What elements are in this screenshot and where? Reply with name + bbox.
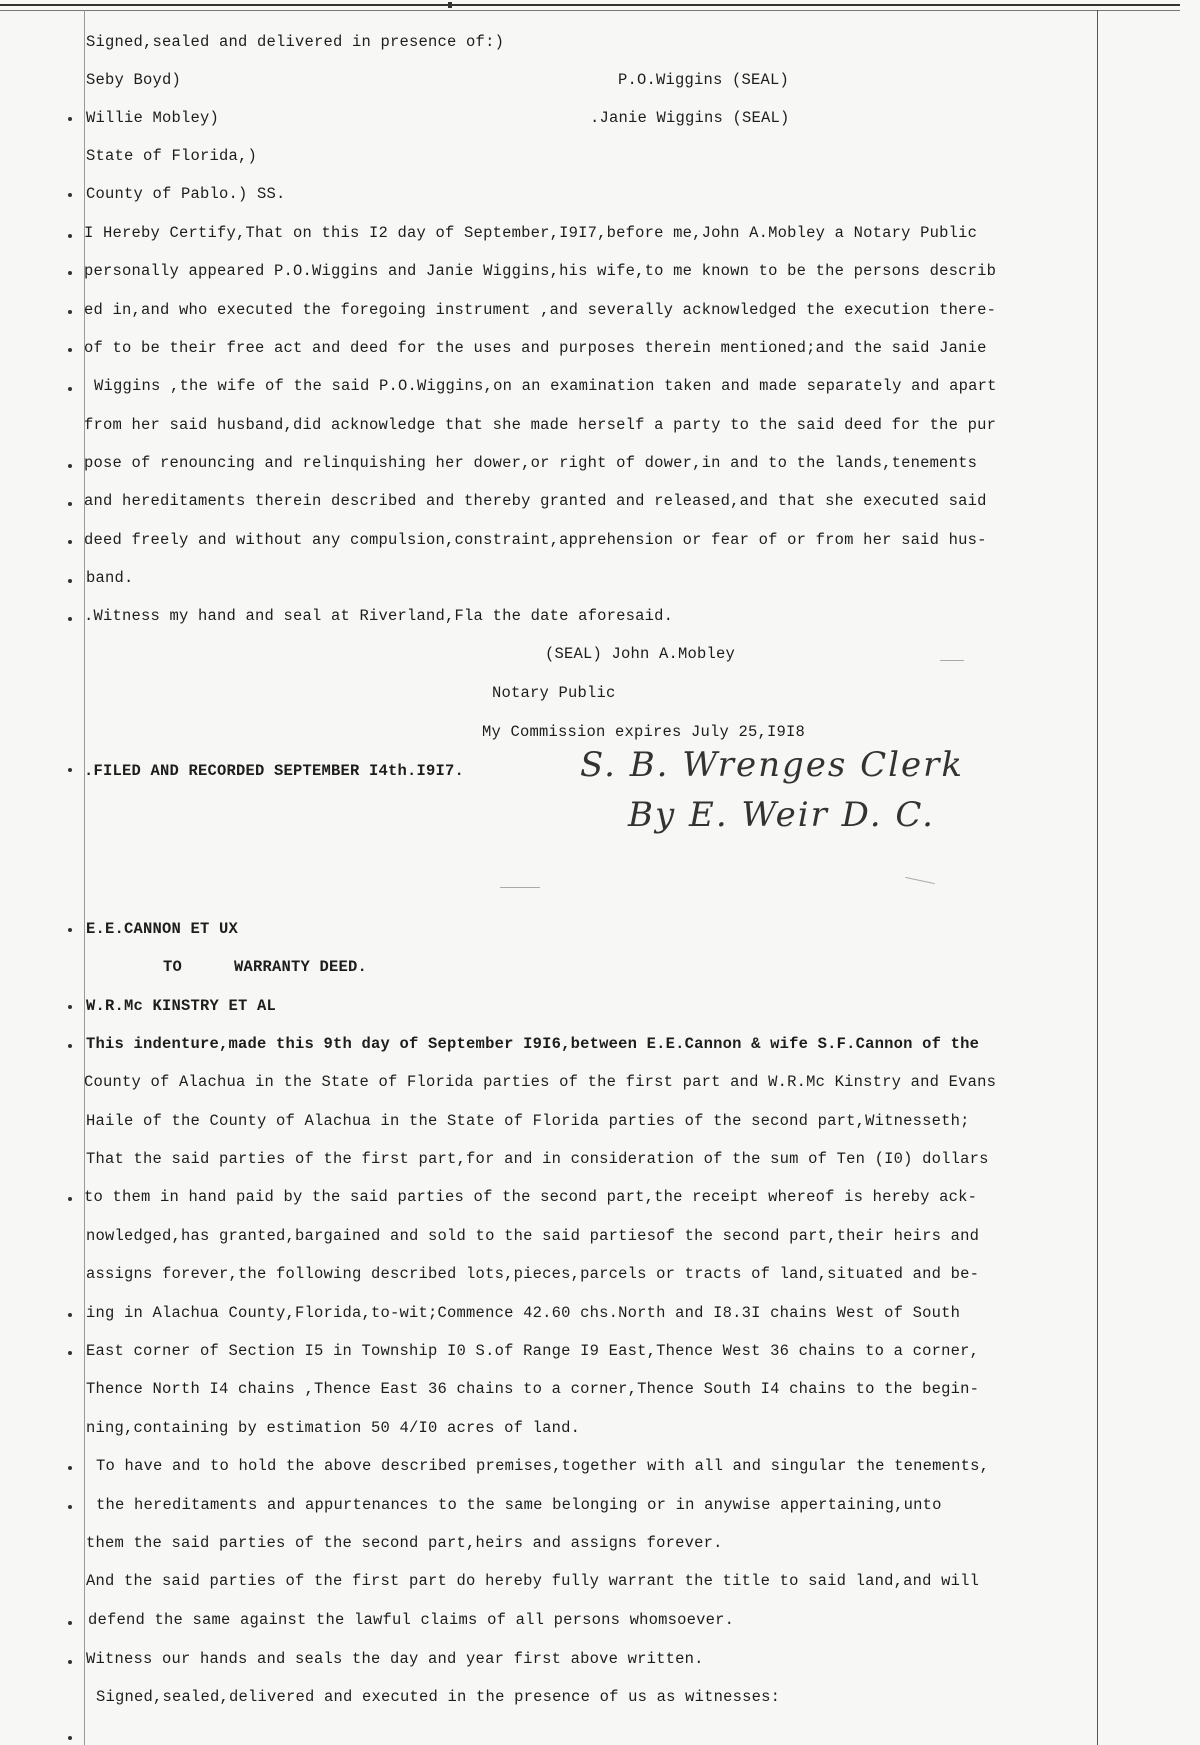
certificate-line: band.	[86, 569, 134, 587]
deed-line: Haile of the County of Alachua in the State of Florida parties of the second part,Witnesseth;	[86, 1112, 970, 1130]
venue-state: State of Florida,)	[86, 147, 258, 165]
signed-presence-line: Signed,sealed and delivered in presence of:)	[86, 33, 505, 51]
margin-dot	[68, 1660, 72, 1664]
margin-dot	[68, 234, 72, 238]
notary-title: Notary Public	[492, 684, 616, 702]
margin-dot	[68, 1466, 72, 1470]
deed-line: This indenture,made this 9th day of September I9I6,between E.E.Cannon & wife S.F.Cannon of the	[86, 1035, 980, 1053]
margin-dot	[68, 502, 72, 506]
margin-dot	[68, 1197, 72, 1201]
habendum-line: them the said parties of the second part,heirs and assigns forever.	[86, 1534, 723, 1552]
warranty-line: defend the same against the lawful claims of all persons whomsoever.	[88, 1611, 735, 1629]
margin-dot	[68, 617, 72, 621]
margin-dot	[68, 579, 72, 583]
certificate-line: and hereditaments therein described and thereby granted and released,and that she executed said	[84, 492, 987, 510]
deed-line: ing in Alachua County,Florida,to-wit;Commence 42.60 chs.North and I8.3I chains West of South	[86, 1304, 961, 1322]
clerk-signature-line2: By E. Weir D. C.	[628, 795, 935, 835]
deed-line: assigns forever,the following described lots,pieces,parcels or tracts of land,situated and be-	[86, 1265, 980, 1283]
top-tick-mark	[448, 2, 452, 8]
deed-line: Thence North I4 chains ,Thence East 36 chains to a corner,Thence South I4 chains to the begin-	[86, 1380, 980, 1398]
grantor-signature-wiggins: P.O.Wiggins (SEAL)	[618, 71, 790, 89]
top-rule	[0, 4, 1180, 6]
scan-speck	[905, 877, 935, 884]
deed-line: to them in hand paid by the said parties of the second part,the receipt whereof is hereby ack-	[84, 1188, 978, 1206]
scan-speck	[940, 660, 964, 661]
margin-dot	[68, 540, 72, 544]
deed-line: nowledged,has granted,bargained and sold to the said partiesof the second part,their heirs and	[86, 1227, 980, 1245]
deed-line: That the said parties of the first part,for and in consideration of the sum of Ten (I0) dollars	[86, 1150, 989, 1168]
deed-to-word: TO	[163, 958, 183, 976]
notary-name: (SEAL) John A.Mobley	[545, 645, 736, 663]
grantor-signature-janie: .Janie Wiggins (SEAL)	[590, 109, 790, 127]
scan-speck	[500, 887, 540, 888]
margin-dot	[68, 1505, 72, 1509]
certificate-line: deed freely and without any compulsion,constraint,apprehension or fear of or from her said hus-	[84, 531, 987, 549]
habendum-line: the hereditaments and appurtenances to the same belonging or in anywise appertaining,unto	[96, 1496, 942, 1514]
margin-dot	[68, 310, 72, 314]
margin-dot	[68, 193, 72, 197]
habendum-line: To have and to hold the above described premises,together with all and singular the tenements,	[96, 1457, 990, 1475]
certificate-line: ed in,and who executed the foregoing instrument ,and severally acknowledged the execution there-	[84, 301, 997, 319]
margin-dot	[68, 1044, 72, 1048]
witness-name-mobley: Willie Mobley)	[86, 109, 220, 127]
attestation-line: Signed,sealed,delivered and executed in the presence of us as witnesses:	[96, 1688, 781, 1706]
deed-grantor-heading: E.E.CANNON ET UX	[86, 920, 239, 938]
right-margin-line	[1097, 10, 1098, 1745]
testimonium-line: Witness our hands and seals the day and year first above written.	[86, 1650, 704, 1668]
margin-dot	[68, 1005, 72, 1009]
margin-dot	[68, 928, 72, 932]
margin-dot	[68, 1736, 72, 1740]
commission-expiry: My Commission expires July 25,I9I8	[482, 723, 806, 741]
filed-recorded-line: .FILED AND RECORDED SEPTEMBER I4th.I9I7.	[84, 762, 465, 780]
deed-line: ning,containing by estimation 50 4/I0 acres of land.	[86, 1419, 581, 1437]
certificate-line: Wiggins ,the wife of the said P.O.Wiggins,on an examination taken and made separately and apart	[94, 377, 997, 395]
margin-dot	[68, 271, 72, 275]
margin-dot	[68, 387, 72, 391]
certificate-line: from her said husband,did acknowledge that she made herself a party to the said deed for the pur	[84, 416, 997, 434]
margin-dot	[68, 1313, 72, 1317]
margin-dot	[68, 1351, 72, 1355]
deed-line: East corner of Section I5 in Township I0 S.of Range I9 East,Thence West 36 chains to a corner,	[86, 1342, 980, 1360]
deed-title: WARRANTY DEED.	[234, 958, 368, 976]
certificate-line: of to be their free act and deed for the uses and purposes therein mentioned;and the said Janie	[84, 339, 987, 357]
margin-dot	[68, 768, 72, 772]
deed-grantee-heading: W.R.Mc KINSTRY ET AL	[86, 997, 277, 1015]
witness-clause: .Witness my hand and seal at Riverland,Fla the date aforesaid.	[84, 607, 674, 625]
venue-county: County of Pablo.) SS.	[86, 185, 286, 203]
warranty-line: And the said parties of the first part do hereby fully warrant the title to said land,and will	[86, 1572, 980, 1590]
top-rule-thin	[0, 10, 1180, 11]
margin-dot	[68, 464, 72, 468]
deed-line: County of Alachua in the State of Florida parties of the first part and W.R.Mc Kinstry and Evans	[84, 1073, 997, 1091]
margin-dot	[68, 348, 72, 352]
certificate-line: personally appeared P.O.Wiggins and Janie Wiggins,his wife,to me known to be the persons describ	[84, 262, 997, 280]
witness-name-boyd: Seby Boyd)	[86, 71, 182, 89]
certificate-line: pose of renouncing and relinquishing her dower,or right of dower,in and to the lands,tenements	[84, 454, 978, 472]
margin-dot	[68, 1621, 72, 1625]
margin-dot	[68, 117, 72, 121]
clerk-signature-line1: S. B. Wrenges Clerk	[580, 745, 964, 785]
certificate-line: I Hereby Certify,That on this I2 day of September,I9I7,before me,John A.Mobley a Notary Public	[84, 224, 978, 242]
